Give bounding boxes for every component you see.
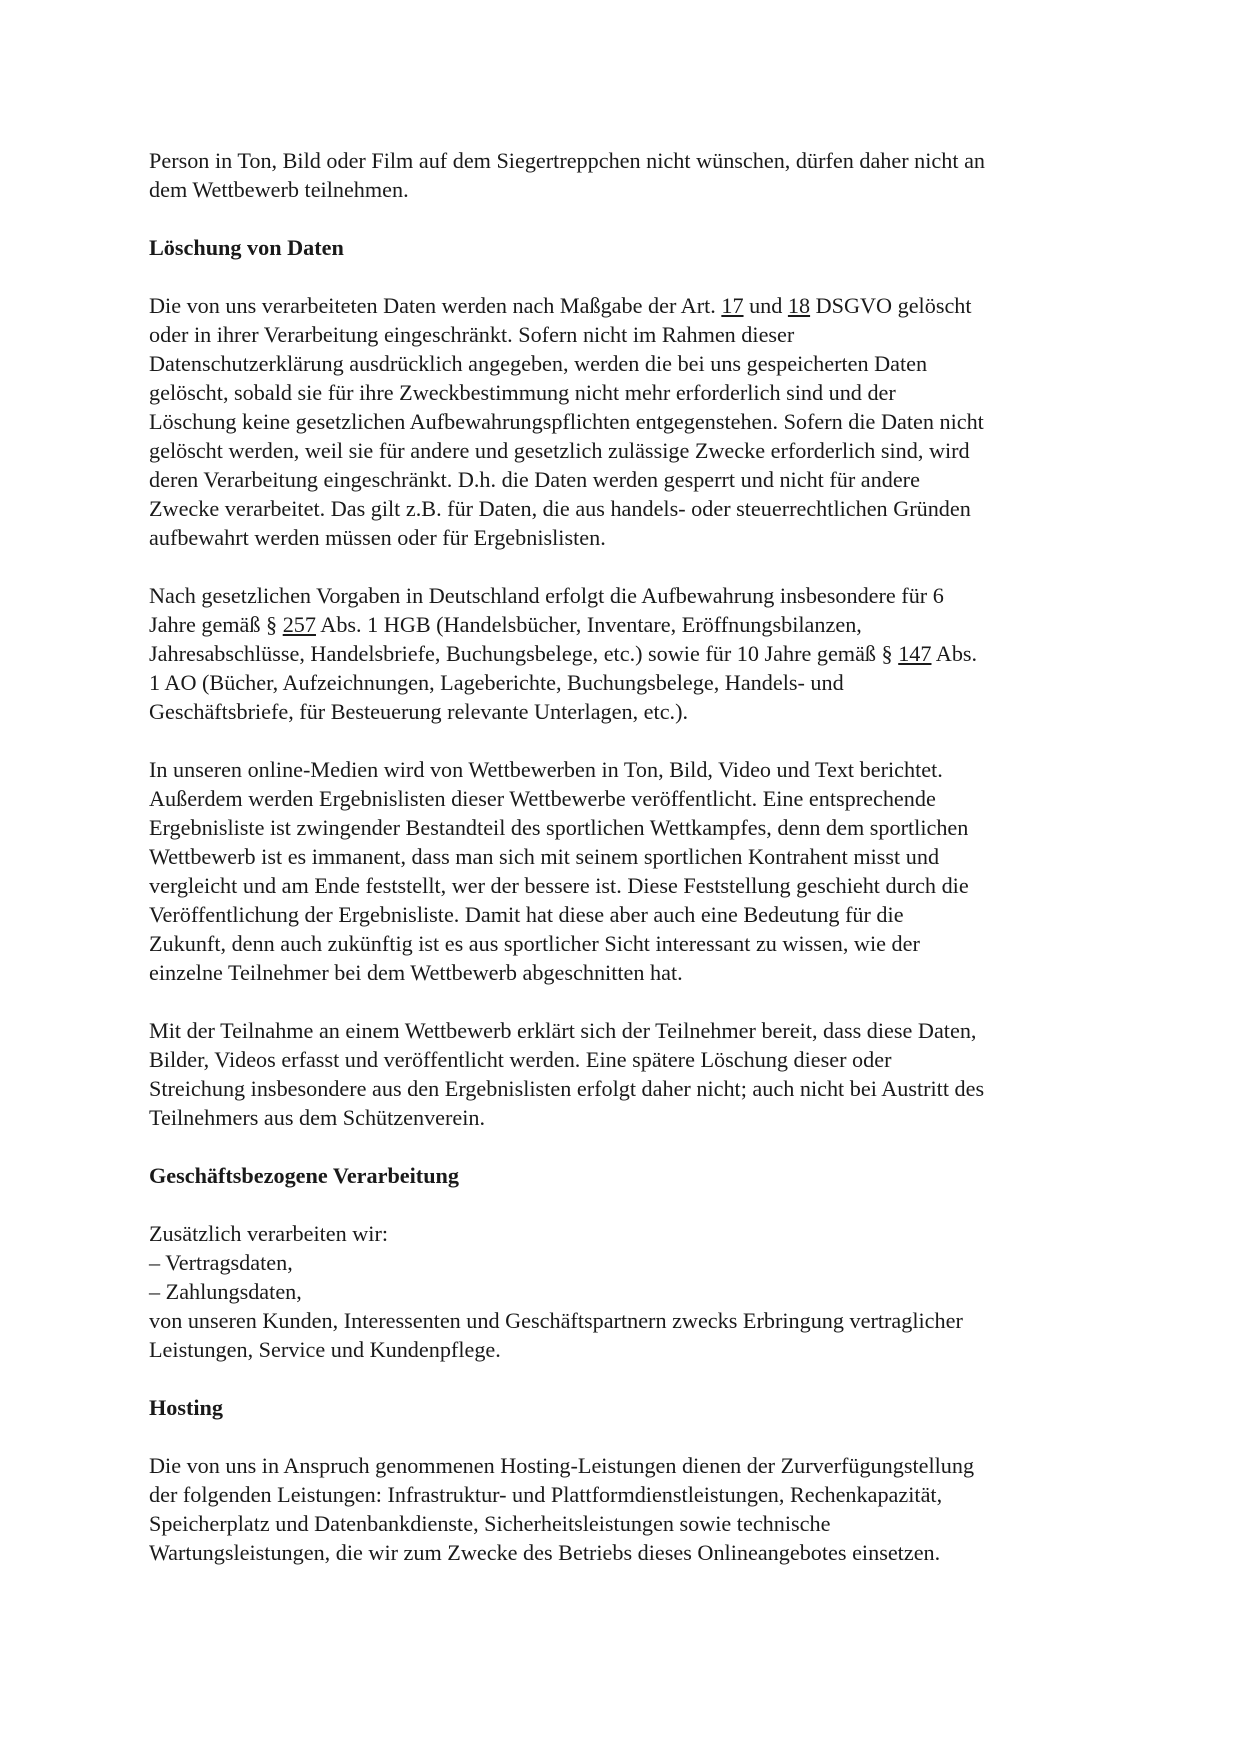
text-segment: Abs.	[931, 641, 978, 666]
loeschung-paragraph-1	[149, 291, 1109, 552]
text-line: aufbewahrt werden müssen oder für Ergebnislisten.	[149, 525, 606, 550]
text-line	[149, 639, 1109, 668]
text-line: Streichung insbesondere aus den Ergebnislisten erfolgt daher nicht; auch nicht bei Austritt des	[149, 1076, 985, 1101]
heading-hosting: Hosting	[149, 1395, 223, 1420]
document-page	[149, 146, 1109, 1596]
text-line: Nach gesetzlichen Vorgaben in Deutschland erfolgt die Aufbewahrung insbesondere für 6	[149, 583, 944, 608]
text-line: Außerdem werden Ergebnislisten dieser Wettbewerbe veröffentlicht. Eine entsprechende	[149, 786, 936, 811]
text-line: Teilnehmers aus dem Schützenverein.	[149, 1105, 486, 1130]
loeschung-paragraph-2	[149, 581, 1109, 726]
text-line: Datenschutzerklärung ausdrücklich angegeben, werden die bei uns gespeicherten Daten	[149, 351, 928, 376]
text-line: Mit der Teilnahme an einem Wettbewerb erklärt sich der Teilnehmer bereit, dass diese Daten,	[149, 1018, 977, 1043]
text-line: Leistungen, Service und Kundenpflege.	[149, 1337, 501, 1362]
text-line: dem Wettbewerb teilnehmen.	[149, 177, 409, 202]
link-ao-147[interactable]: 147	[898, 641, 932, 666]
link-hgb-257[interactable]: 257	[282, 612, 316, 637]
text-line: Zusätzlich verarbeiten wir:	[149, 1221, 389, 1246]
text-line: 1 AO (Bücher, Aufzeichnungen, Lageberichte, Buchungsbelege, Handels- und	[149, 670, 844, 695]
heading-geschaeftsbezogene-verarbeitung: Geschäftsbezogene Verarbeitung	[149, 1163, 459, 1188]
loeschung-paragraph-4	[149, 1016, 1109, 1132]
text-line: deren Verarbeitung eingeschränkt. D.h. die Daten werden gesperrt und nicht für andere	[149, 467, 920, 492]
text-segment: Abs. 1 HGB (Handelsbücher, Inventare, Eröffnungsbilanzen,	[315, 612, 862, 637]
text-segment: Jahre gemäß §	[149, 612, 283, 637]
text-line: Person in Ton, Bild oder Film auf dem Siegertreppchen nicht wünschen, dürfen daher nicht an	[149, 148, 986, 173]
text-line: gelöscht, sobald sie für ihre Zweckbestimmung nicht mehr erforderlich sind und der	[149, 380, 896, 405]
text-line: Zukunft, denn auch zukünftig ist es aus sportlicher Sicht interessant zu wissen, wie der	[149, 931, 920, 956]
text-line: Veröffentlichung der Ergebnisliste. Damit hat diese aber auch eine Bedeutung für die	[149, 902, 904, 927]
text-line: In unseren online-Medien wird von Wettbewerben in Ton, Bild, Video und Text berichtet.	[149, 757, 943, 782]
list-item: – Zahlungsdaten,	[149, 1279, 302, 1304]
link-art-18[interactable]: 18	[787, 293, 811, 318]
text-line: einzelne Teilnehmer bei dem Wettbewerb abgeschnitten hat.	[149, 960, 683, 985]
text-line: von unseren Kunden, Interessenten und Geschäftspartnern zwecks Erbringung vertraglicher	[149, 1308, 963, 1333]
text-line: Wettbewerb ist es immanent, dass man sich mit seinem sportlichen Kontrahent misst und	[149, 844, 940, 869]
text-segment: und	[743, 293, 788, 318]
text-segment: Jahresabschlüsse, Handelsbriefe, Buchungsbelege, etc.) sowie für 10 Jahre gemäß §	[149, 641, 899, 666]
heading-loeschung: Löschung von Daten	[149, 235, 344, 260]
text-line: oder in ihrer Verarbeitung eingeschränkt. Sofern nicht im Rahmen dieser	[149, 322, 795, 347]
text-line: gelöscht werden, weil sie für andere und gesetzlich zulässige Zwecke erforderlich sind, wird	[149, 438, 970, 463]
text-line: der folgenden Leistungen: Infrastruktur- und Plattformdienstleistungen, Rechenkapazität,	[149, 1482, 943, 1507]
text-segment: Die von uns verarbeiteten Daten werden nach Maßgabe der Art.	[149, 293, 722, 318]
text-line	[149, 291, 1109, 320]
geschaeft-paragraph	[149, 1219, 1109, 1364]
intro-paragraph	[149, 146, 1109, 204]
text-line: Wartungsleistungen, die wir zum Zwecke des Betriebs dieses Onlineangebotes einsetzen.	[149, 1540, 941, 1565]
hosting-paragraph	[149, 1451, 1109, 1567]
text-line: Die von uns in Anspruch genommenen Hosting-Leistungen dienen der Zurverfügungstellung	[149, 1453, 975, 1478]
text-line: vergleicht und am Ende feststellt, wer der bessere ist. Diese Feststellung geschieht durch die	[149, 873, 969, 898]
text-line: Geschäftsbriefe, für Besteuerung relevante Unterlagen, etc.).	[149, 699, 689, 724]
list-item: – Vertragsdaten,	[149, 1250, 293, 1275]
text-segment: DSGVO gelöscht	[810, 293, 972, 318]
text-line: Bilder, Videos erfasst und veröffentlicht werden. Eine spätere Löschung dieser oder	[149, 1047, 892, 1072]
text-line: Ergebnisliste ist zwingender Bestandteil des sportlichen Wettkampfes, denn dem sportlichen	[149, 815, 969, 840]
link-art-17[interactable]: 17	[721, 293, 744, 318]
text-line: Löschung keine gesetzlichen Aufbewahrungspflichten entgegenstehen. Sofern die Daten nicht	[149, 409, 984, 434]
text-line: Zwecke verarbeitet. Das gilt z.B. für Daten, die aus handels- oder steuerrechtlichen Gründen	[149, 496, 971, 521]
text-line	[149, 610, 1109, 639]
loeschung-paragraph-3	[149, 755, 1109, 987]
text-line: Speicherplatz und Datenbankdienste, Sicherheitsleistungen sowie technische	[149, 1511, 831, 1536]
